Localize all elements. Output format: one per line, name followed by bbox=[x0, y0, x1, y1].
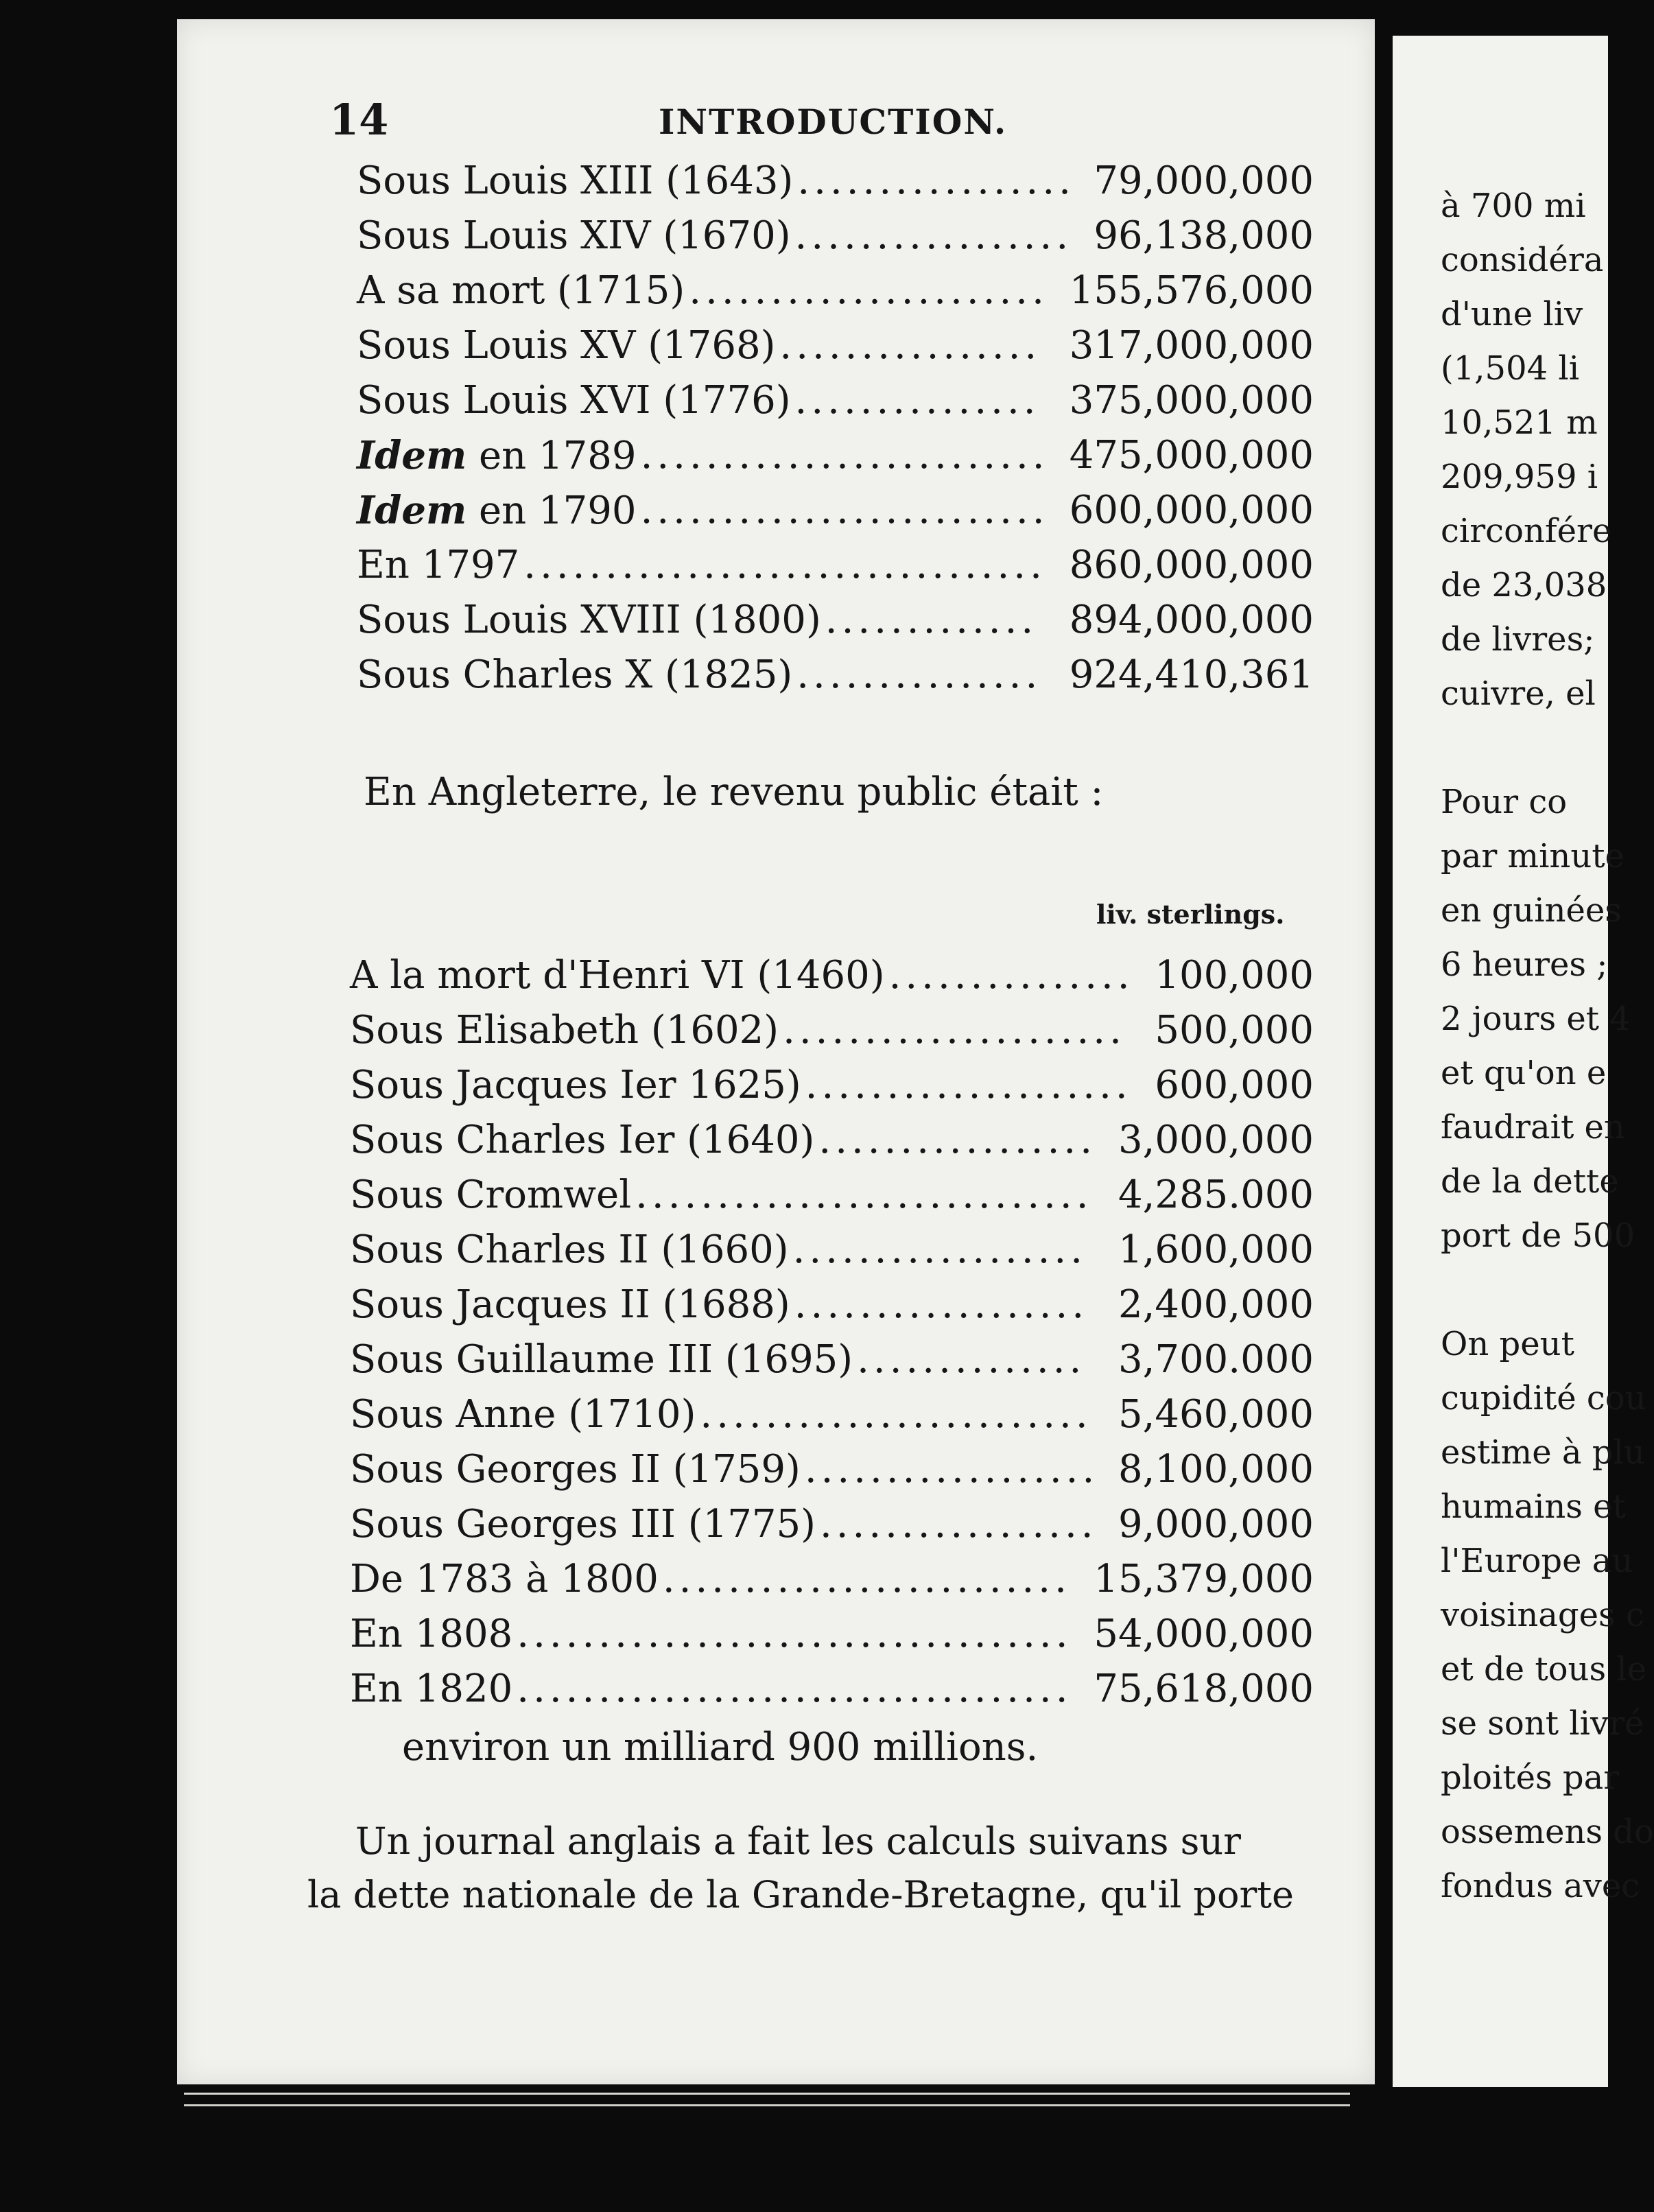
paragraph-line-2: la dette nationale de la Grande-Bretagne, qu'il porte bbox=[307, 1873, 1294, 1916]
facing-page-line: par minute bbox=[1441, 837, 1625, 875]
row-label bbox=[357, 648, 792, 703]
row-value: 924,410,361 bbox=[1069, 652, 1314, 697]
table-row bbox=[357, 318, 1314, 373]
facing-page-line: ploités par bbox=[1441, 1758, 1620, 1797]
dot-leader: ............................ bbox=[635, 1173, 1093, 1217]
table-row bbox=[357, 538, 1314, 593]
row-value: 475,000,000 bbox=[1069, 433, 1314, 478]
dot-leader: ......................... bbox=[662, 1557, 1071, 1601]
row-label bbox=[350, 1223, 789, 1278]
row-label bbox=[357, 538, 519, 593]
facing-page-line: 6 heures ; bbox=[1441, 945, 1608, 984]
facing-page-line: l'Europe au bbox=[1441, 1542, 1633, 1580]
row-label-text: Sous Louis XVI (1776) bbox=[357, 378, 791, 423]
facing-page-line: circonfére bbox=[1441, 512, 1612, 550]
england-intro: En Angleterre, le revenu public était : bbox=[364, 770, 1104, 814]
unit-label: liv. sterlings. bbox=[1096, 899, 1285, 930]
facing-page-line: fondus avec bbox=[1441, 1867, 1640, 1905]
row-value: 317,000,000 bbox=[1069, 323, 1314, 368]
row-value: 5,460,000 bbox=[1118, 1392, 1314, 1437]
dot-leader: ................. bbox=[819, 1502, 1098, 1546]
row-label-text: Sous Louis XIV (1670) bbox=[357, 213, 791, 258]
facing-page-line: ossemens do bbox=[1441, 1813, 1654, 1851]
dot-leader: .................................. bbox=[517, 1612, 1072, 1656]
row-label-text: Sous Jacques II (1688) bbox=[350, 1282, 790, 1327]
row-label-text: A la mort d'Henri VI (1460) bbox=[350, 953, 885, 998]
row-label bbox=[357, 373, 791, 428]
row-label bbox=[357, 593, 821, 648]
facing-page bbox=[1393, 36, 1654, 2087]
row-label-text: Sous Charles X (1825) bbox=[357, 652, 793, 697]
facing-page-line: On peut bbox=[1441, 1325, 1574, 1363]
france-revenue-table bbox=[357, 154, 1314, 703]
facing-page-line: faudrait en bbox=[1441, 1108, 1625, 1146]
facing-page-line: se sont livré bbox=[1441, 1704, 1644, 1743]
table-row bbox=[350, 1168, 1314, 1223]
page-edge bbox=[184, 2093, 1350, 2106]
row-label-text: Sous Elisabeth (1602) bbox=[350, 1008, 779, 1052]
row-label bbox=[350, 1607, 512, 1662]
row-value: 155,576,000 bbox=[1069, 268, 1314, 313]
row-label bbox=[357, 428, 637, 484]
row-value: 75,618,000 bbox=[1094, 1667, 1314, 1711]
row-value: 2,400,000 bbox=[1118, 1282, 1314, 1327]
dot-leader: .................... bbox=[805, 1063, 1132, 1107]
row-label bbox=[350, 1332, 853, 1387]
dot-leader: ............... bbox=[888, 953, 1134, 998]
row-value: 3,700.000 bbox=[1118, 1337, 1314, 1382]
table-row bbox=[357, 373, 1314, 428]
row-label bbox=[350, 1003, 779, 1058]
table-row bbox=[350, 948, 1314, 1003]
facing-page-line: de la dette bbox=[1441, 1162, 1619, 1201]
row-label-text: Sous Charles Ier (1640) bbox=[350, 1118, 815, 1162]
table-row bbox=[350, 1607, 1314, 1662]
dot-leader: ................. bbox=[797, 158, 1075, 203]
row-value: 79,000,000 bbox=[1094, 158, 1314, 203]
row-value: 15,379,000 bbox=[1094, 1557, 1314, 1601]
dot-leader: ................. bbox=[794, 213, 1073, 258]
facing-page-line: et de tous le bbox=[1441, 1650, 1647, 1689]
row-label-text: Sous Louis XVIII (1800) bbox=[357, 598, 821, 642]
dot-leader: ......................... bbox=[640, 488, 1049, 532]
table-row bbox=[350, 1003, 1314, 1058]
row-label bbox=[350, 1662, 512, 1717]
facing-page-line: port de 500 bbox=[1441, 1216, 1635, 1255]
facing-page-line: à 700 mi bbox=[1441, 187, 1586, 225]
row-label bbox=[350, 1552, 659, 1607]
row-label-text: en 1789 bbox=[466, 434, 637, 478]
table-row bbox=[357, 593, 1314, 648]
dot-leader: ................................ bbox=[523, 543, 1046, 587]
row-value: 894,000,000 bbox=[1069, 598, 1314, 642]
row-label-text: Sous Guillaume III (1695) bbox=[350, 1337, 853, 1382]
row-label bbox=[357, 483, 637, 539]
facing-page-line: 209,959 i bbox=[1441, 458, 1598, 496]
row-value: 600,000,000 bbox=[1069, 488, 1314, 532]
page-title: INTRODUCTION. bbox=[659, 102, 1008, 142]
row-label-text: En 1820 bbox=[350, 1667, 513, 1711]
row-label-text: en 1790 bbox=[466, 489, 637, 533]
facing-page-line: Pour co bbox=[1441, 783, 1568, 821]
facing-page-line: et qu'on e bbox=[1441, 1054, 1607, 1092]
row-label bbox=[350, 1058, 801, 1113]
facing-page-line: voisinages c bbox=[1441, 1596, 1644, 1634]
table-row bbox=[350, 1332, 1314, 1387]
dot-leader: ............... bbox=[794, 378, 1040, 423]
row-label bbox=[357, 263, 685, 318]
row-value: 375,000,000 bbox=[1069, 378, 1314, 423]
row-value: 4,285.000 bbox=[1118, 1173, 1314, 1217]
row-value: 54,000,000 bbox=[1094, 1612, 1314, 1656]
facing-page-line: 10,521 m bbox=[1441, 403, 1598, 442]
row-label bbox=[350, 1497, 816, 1552]
table-row bbox=[357, 428, 1314, 483]
table-row bbox=[350, 1552, 1314, 1607]
table-row bbox=[350, 1442, 1314, 1497]
facing-page-line: de 23,038 bbox=[1441, 566, 1607, 604]
table-row bbox=[350, 1058, 1314, 1113]
dot-leader: .................................. bbox=[517, 1667, 1072, 1711]
row-value: 860,000,000 bbox=[1069, 543, 1314, 587]
row-value: 500,000 bbox=[1155, 1008, 1314, 1052]
row-label bbox=[350, 1387, 696, 1442]
row-value: 100,000 bbox=[1155, 953, 1314, 998]
row-value: 3,000,000 bbox=[1118, 1118, 1314, 1162]
facing-page-line: de livres; bbox=[1441, 620, 1595, 659]
dot-leader: ............... bbox=[796, 652, 1042, 697]
row-label-text: De 1783 à 1800 bbox=[350, 1557, 659, 1601]
row-label-text: Sous Jacques Ier 1625) bbox=[350, 1063, 801, 1107]
running-head bbox=[329, 95, 1338, 150]
england-summary: environ un milliard 900 millions. bbox=[402, 1725, 1039, 1769]
row-value: 1,600,000 bbox=[1118, 1227, 1314, 1272]
table-row bbox=[357, 209, 1314, 263]
row-label bbox=[357, 154, 793, 209]
dot-leader: ......................... bbox=[640, 433, 1049, 478]
dot-leader: ................. bbox=[818, 1118, 1097, 1162]
row-label-text: Sous Louis XIII (1643) bbox=[357, 158, 794, 203]
row-label-text: A sa mort (1715) bbox=[357, 268, 685, 313]
page-number: 14 bbox=[329, 95, 389, 145]
facing-page-line: d'une liv bbox=[1441, 295, 1583, 333]
facing-page-line: 2 jours et 4 bbox=[1441, 1000, 1631, 1038]
facing-page-line: humains et bbox=[1441, 1487, 1626, 1526]
row-label-text: En 1808 bbox=[350, 1612, 513, 1656]
dot-leader: ..................... bbox=[783, 1008, 1126, 1052]
table-row bbox=[357, 483, 1314, 538]
row-label bbox=[350, 1442, 801, 1497]
row-label bbox=[350, 948, 885, 1003]
row-value: 8,100,000 bbox=[1118, 1447, 1314, 1492]
row-value: 96,138,000 bbox=[1094, 213, 1314, 258]
dot-leader: .................. bbox=[804, 1447, 1099, 1492]
row-value: 9,000,000 bbox=[1118, 1502, 1314, 1546]
row-label-italic: Idem bbox=[357, 488, 467, 533]
row-label-text: Sous Louis XV (1768) bbox=[357, 323, 776, 368]
dot-leader: ................ bbox=[779, 323, 1041, 368]
row-label bbox=[350, 1278, 790, 1332]
row-label bbox=[357, 318, 775, 373]
facing-page-line: en guinées bbox=[1441, 891, 1622, 930]
table-row bbox=[357, 154, 1314, 209]
facing-page-line: cuivre, el bbox=[1441, 674, 1596, 713]
row-label-text: Sous Anne (1710) bbox=[350, 1392, 696, 1437]
table-row bbox=[350, 1387, 1314, 1442]
table-row bbox=[357, 263, 1314, 318]
row-label bbox=[357, 209, 791, 263]
row-label bbox=[350, 1113, 814, 1168]
table-row bbox=[350, 1223, 1314, 1278]
row-label-text: Sous Georges II (1759) bbox=[350, 1447, 801, 1492]
facing-page-line: (1,504 li bbox=[1441, 349, 1580, 388]
table-row bbox=[350, 1497, 1314, 1552]
dot-leader: ........................ bbox=[700, 1392, 1092, 1437]
table-row bbox=[350, 1662, 1314, 1717]
table-row bbox=[350, 1278, 1314, 1332]
row-label bbox=[350, 1168, 631, 1223]
row-label-text: En 1797 bbox=[357, 543, 520, 587]
dot-leader: .................. bbox=[794, 1282, 1089, 1327]
row-label-text: Sous Georges III (1775) bbox=[350, 1502, 816, 1546]
dot-leader: .................. bbox=[792, 1227, 1087, 1272]
dot-leader: ............. bbox=[825, 598, 1038, 642]
row-label-italic: Idem bbox=[357, 433, 467, 478]
england-revenue-table bbox=[350, 948, 1314, 1717]
table-row bbox=[357, 648, 1314, 703]
dot-leader: .............. bbox=[857, 1337, 1086, 1382]
paragraph-line-1: Un journal anglais a fait les calculs suivans sur bbox=[355, 1820, 1241, 1863]
facing-page-line: considéra bbox=[1441, 241, 1604, 279]
facing-page-line: cupidité cou bbox=[1441, 1379, 1646, 1417]
dot-leader: ...................... bbox=[689, 268, 1048, 313]
facing-page-line: estime à plu bbox=[1441, 1433, 1645, 1472]
row-label-text: Sous Cromwel bbox=[350, 1173, 632, 1217]
table-row bbox=[350, 1113, 1314, 1168]
row-value: 600,000 bbox=[1155, 1063, 1314, 1107]
row-label-text: Sous Charles II (1660) bbox=[350, 1227, 789, 1272]
